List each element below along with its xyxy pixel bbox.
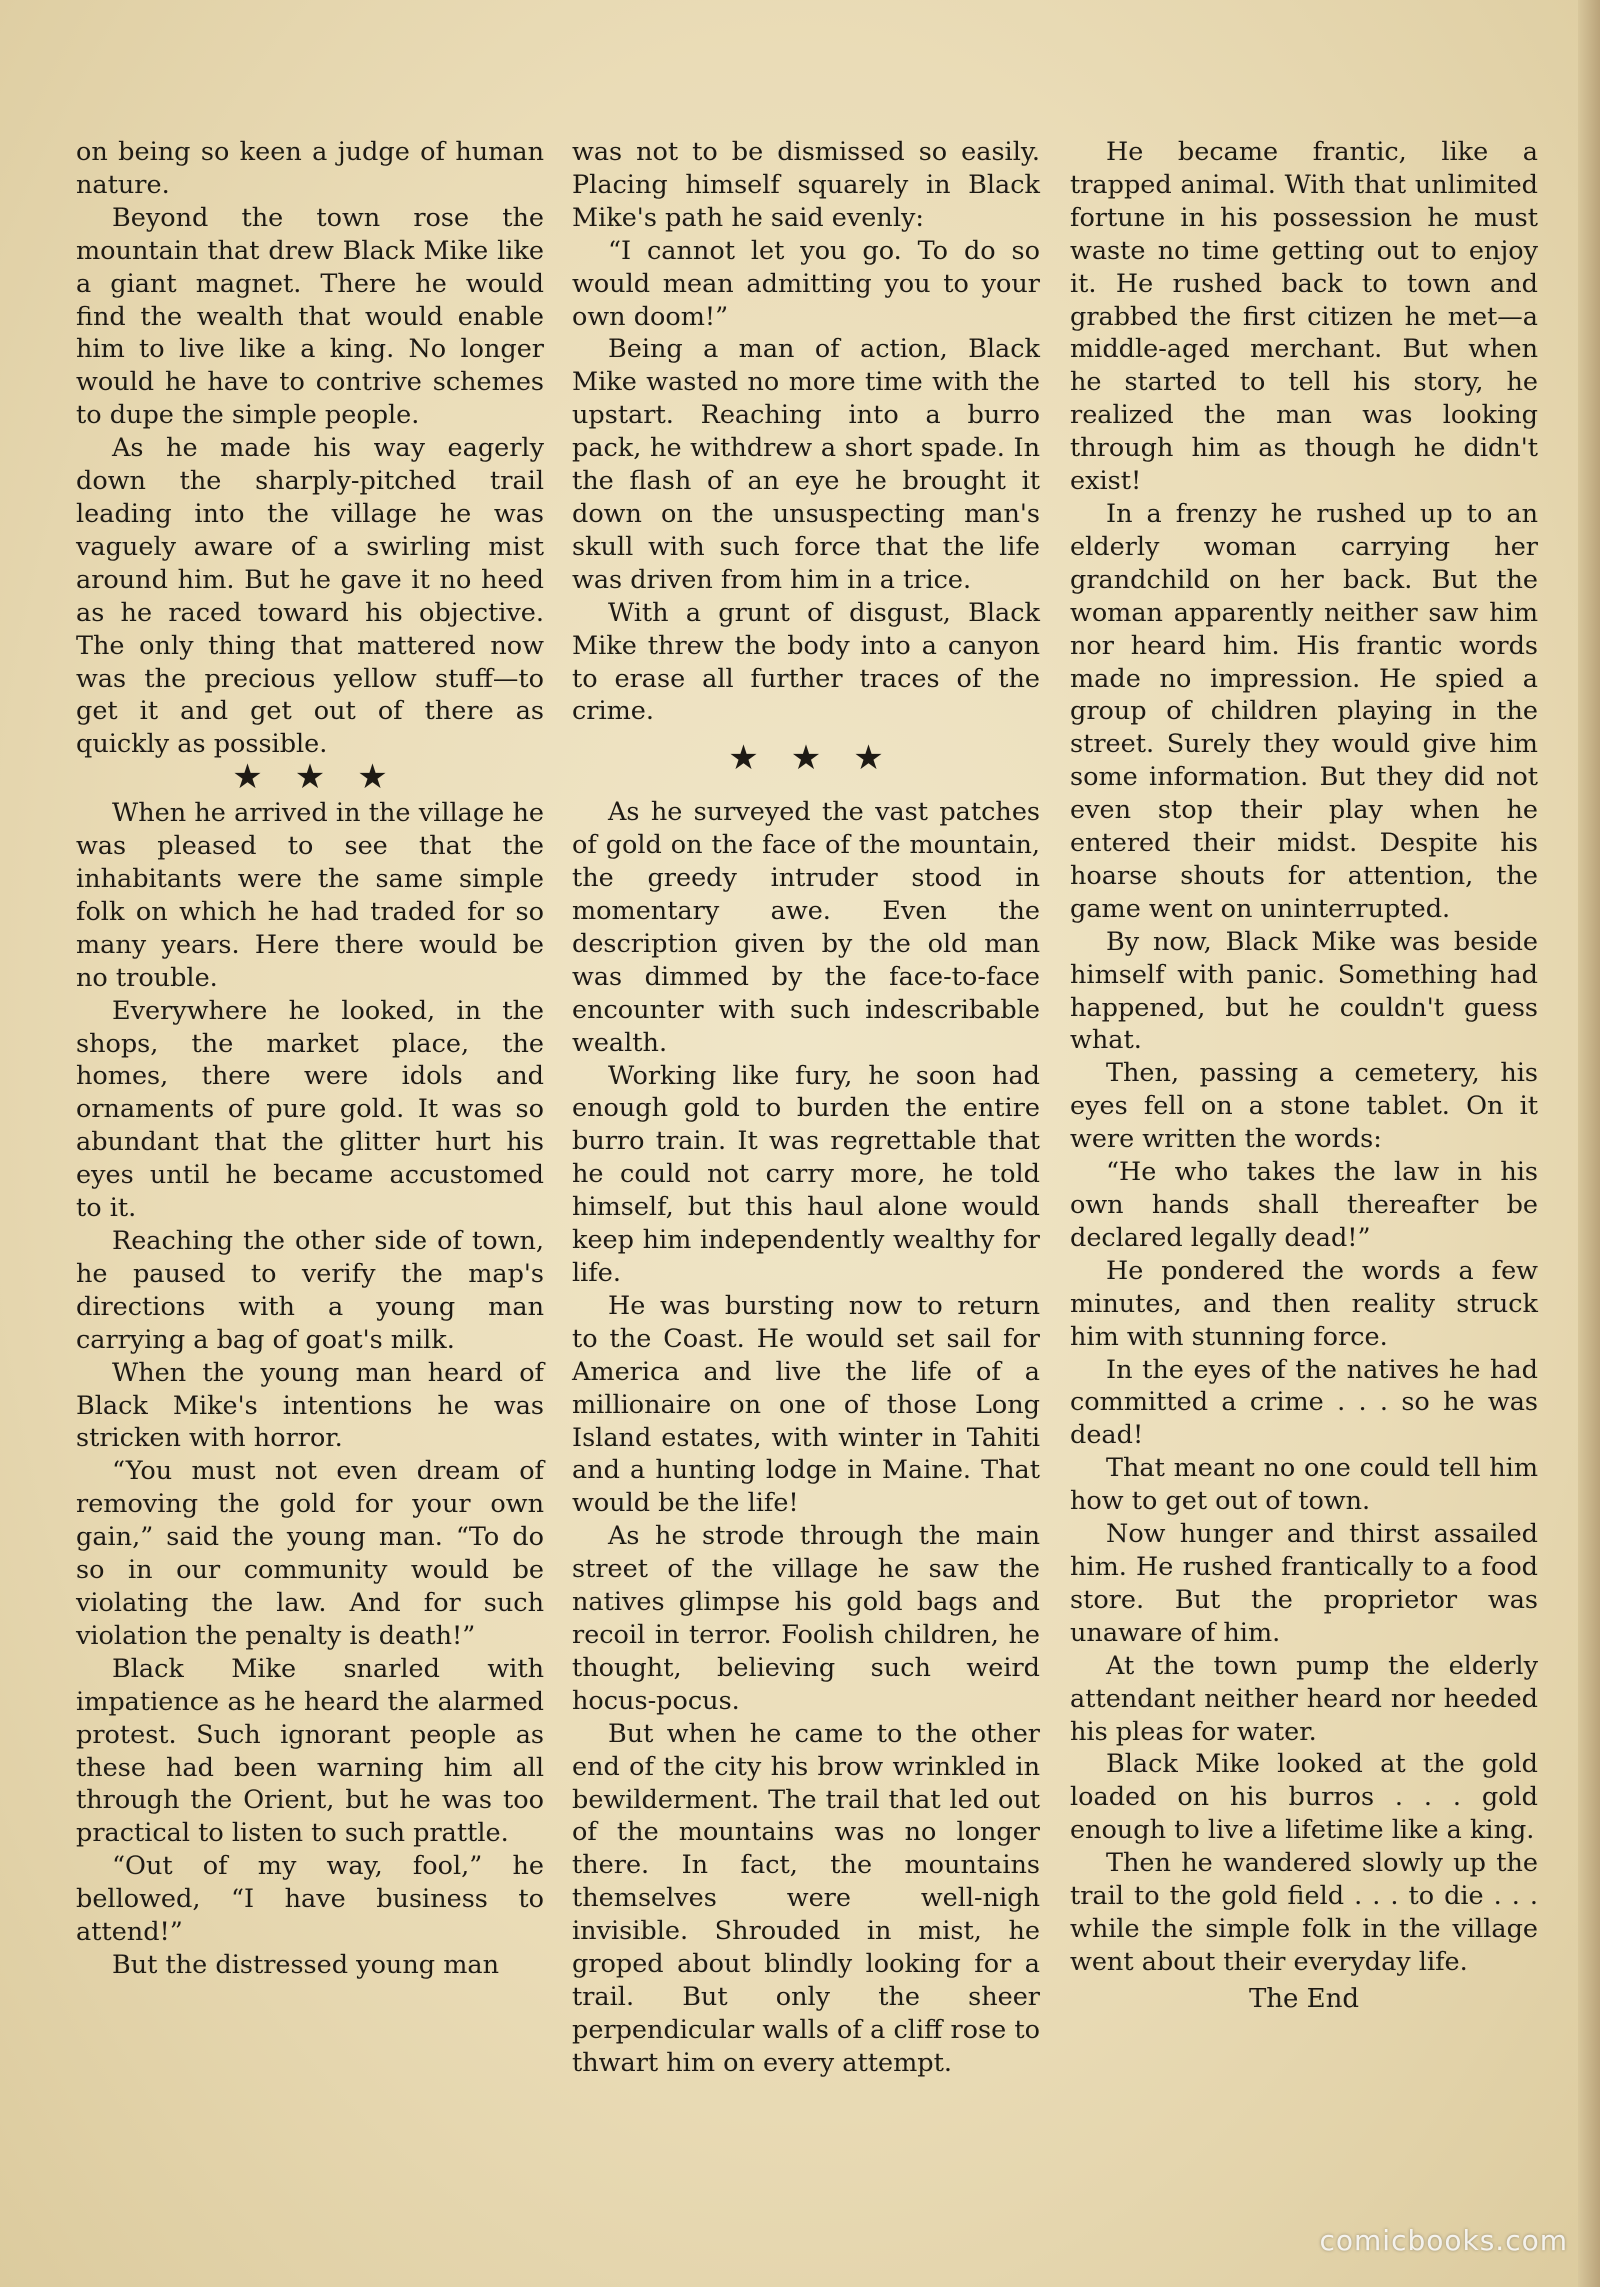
- paragraph: But the distressed young man: [112, 1949, 500, 1980]
- paragraph: “He who takes the law in his own hands shall thereafter be declared legally dead!”: [1070, 1157, 1538, 1253]
- paragraph: Then he wandered slowly up the trail to the gold field . . . to die . . . while the simple folk in the village went about their everyday life.: [1070, 1848, 1538, 1977]
- text-column-2: [572, 136, 1040, 2080]
- paragraph: Now hunger and thirst assailed him. He rushed frantically to a food store. But the proprietor was unaware of him.: [1070, 1519, 1538, 1648]
- paragraph: “You must not even dream of removing the gold for your own gain,” said the young man. “To do so in our community would be violating the law. And for such violation the penalty is death!”: [76, 1456, 544, 1651]
- paragraph: That meant no one could tell him how to get out of town.: [1070, 1453, 1538, 1517]
- paragraph: Reaching the other side of town, he paused to verify the map's directions with a young man carrying a bag of goat's milk.: [76, 1226, 544, 1355]
- text-column-3: [1070, 136, 1538, 2016]
- paragraph: on being so keen a judge of human nature.: [76, 137, 544, 200]
- paragraph: Beyond the town rose the mountain that drew Black Mike like a giant magnet. There he would find the wealth that would enable him to live like a king. No longer would he have to contrive schemes to dupe the simple people.: [76, 202, 544, 431]
- paragraph: He became frantic, like a trapped animal. With that unlimited fortune in his possession he must waste no time getting out to enjoy it. He rushed back to town and grabbed the first citizen he met—a middle-aged merchant. But when he started to tell his story, he realized the man was looking through him as though he didn't exist!: [1070, 137, 1538, 497]
- paragraph: He was bursting now to return to the Coast. He would set sail for America and live the life of a millionaire on one of those Long Island estates, with winter in Tahiti and a hunting lodge in Maine. That would be the life!: [572, 1290, 1040, 1519]
- paragraph: Working like fury, he soon had enough gold to burden the entire burro train. It was regrettable that he could not carry more, he told himself, but this haul alone would keep him independently wealthy for life.: [572, 1060, 1040, 1288]
- paragraph: Being a man of action, Black Mike wasted no more time with the upstart. Reaching into a burro pack, he withdrew a short spade. In the flash of an eye he brought it down on the unsuspecting man's skull with such force that the life was driven from him in a trice.: [572, 334, 1040, 595]
- paragraph: In a frenzy he rushed up to an elderly woman carrying her grandchild on her back. But the woman apparently neither saw him nor heard him. His frantic words made no impression. He spied a group of children playing in the street. Surely they would give him some information. But they did not even stop their play when he entered their midst. Despite his hoarse shouts for attention, the game went on uninterrupted.: [1070, 498, 1538, 924]
- section-break-stars: ★★★: [232, 757, 420, 798]
- paragraph: As he surveyed the vast patches of gold on the face of the mountain, the greedy intruder stood in momentary awe. Even the description given by the old man was dimmed by the face-to-face encounter with such indescribable wealth.: [572, 797, 1040, 1058]
- text-column-1: [76, 136, 544, 1982]
- paragraph: He pondered the words a few minutes, and then reality struck him with stunning force.: [1070, 1255, 1538, 1352]
- paragraph: Black Mike looked at the gold loaded on his burros . . . gold enough to live a lifetime like a king.: [1070, 1749, 1538, 1846]
- paragraph: Black Mike snarled with impatience as he heard the alarmed protest. Such ignorant people as these had been warning him all through the Orient, but he was too practical to listen to such prattle.: [76, 1653, 544, 1849]
- paragraph: When the young man heard of Black Mike's intentions he was stricken with horror.: [76, 1357, 544, 1454]
- paragraph: As he made his way eagerly down the sharply-pitched trail leading into the village he was vaguely aware of a swirling mist around him. But he gave it no heed as he raced toward his objective. The only thing that mattered now was the precious yellow stuff—to get it and get out of there as quickly as possible.: [76, 433, 544, 760]
- the-end-label: The End: [1248, 1983, 1360, 2014]
- paragraph: Then, passing a cemetery, his eyes fell on a stone tablet. On it were written the words:: [1070, 1058, 1538, 1155]
- paragraph: But when he came to the other end of the city his brow wrinkled in bewilderment. The trail that led out of the mountains was no longer there. In fact, the mountains themselves were well-nigh invisible. Shrouded in mist, he groped about blindly looking for a trail. But only the sheer perpendicular walls of a cliff rose to thwart him on every attempt.: [572, 1718, 1040, 2078]
- paragraph: With a grunt of disgust, Black Mike threw the body into a canyon to erase all further traces of the crime.: [572, 597, 1040, 727]
- paragraph: As he strode through the main street of the village he saw the natives glimpse his gold bags and recoil in terror. Foolish children, he thought, believing such weird hocus-pocus.: [572, 1521, 1040, 1716]
- paragraph: When he arrived in the village he was pleased to see that the inhabitants were the same simple folk on which he had traded for so many years. Here there would be no trouble.: [76, 798, 544, 993]
- watermark: comicbooks.com: [1319, 2224, 1568, 2257]
- paragraph: Everywhere he looked, in the shops, the market place, the homes, there were idols and ornaments of pure gold. It was so abundant that the glitter hurt his eyes until he became accustomed to it.: [76, 995, 544, 1224]
- paragraph: By now, Black Mike was beside himself with panic. Something had happened, but he couldn't guess what.: [1070, 926, 1538, 1056]
- paragraph: “I cannot let you go. To do so would mean admitting you to your own doom!”: [572, 235, 1040, 332]
- paragraph: In the eyes of the natives he had committed a crime . . . so he was dead!: [1070, 1354, 1538, 1451]
- paragraph: At the town pump the elderly attendant neither heard nor heeded his pleas for water.: [1070, 1650, 1538, 1747]
- page-edge: [1578, 0, 1600, 2287]
- section-break-stars: ★★★: [728, 738, 916, 779]
- paragraph: “Out of my way, fool,” he bellowed, “I have business to attend!”: [76, 1851, 544, 1948]
- paragraph: was not to be dismissed so easily. Placing himself squarely in Black Mike's path he said evenly:: [572, 137, 1040, 233]
